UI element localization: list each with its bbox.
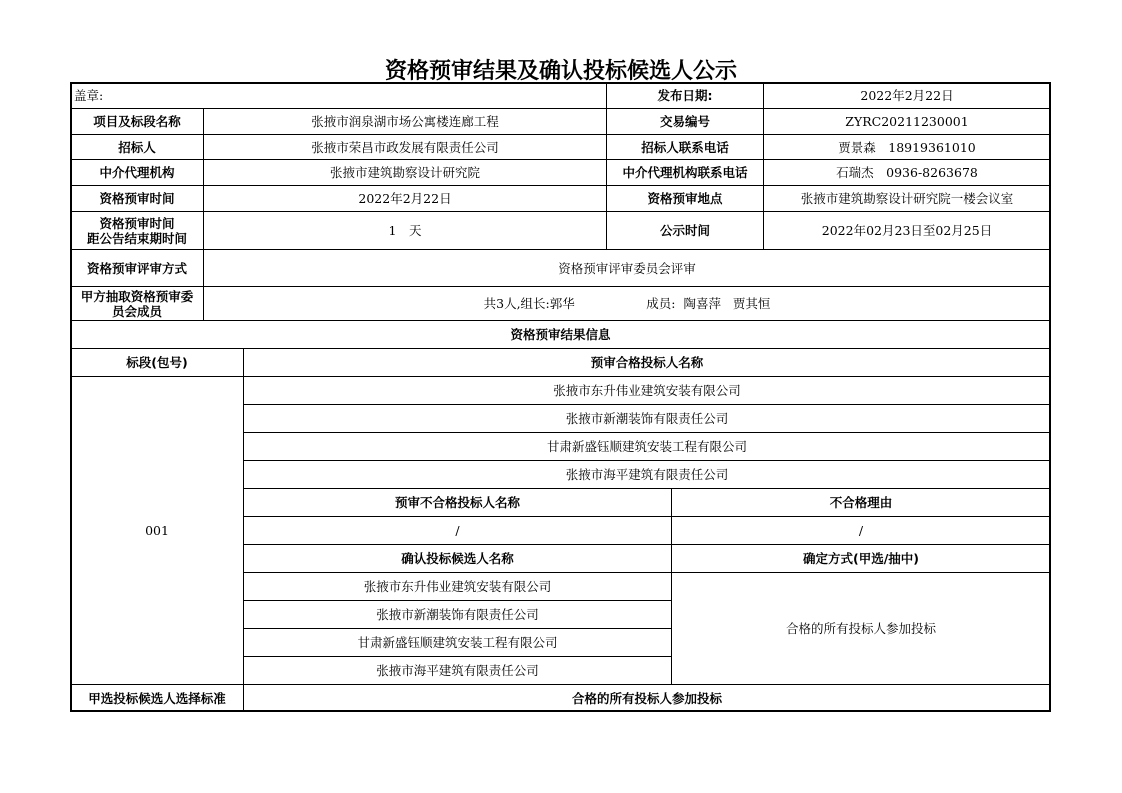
qualified-bidder: 张掖市海平建筑有限责任公司 — [243, 460, 1051, 489]
committee-label — [70, 286, 204, 321]
criteria-value: 合格的所有投标人参加投标 — [243, 684, 1051, 712]
prequal-place-value: 张掖市建筑勘察设计研究院一楼会议室 — [763, 185, 1051, 212]
criteria-label: 甲选投标候选人选择标准 — [70, 684, 244, 712]
unqualified-reason-value: / — [671, 516, 1051, 545]
interval-label-line1: 资格预审时间 — [99, 215, 175, 231]
agency-phone-value: 石瑞杰 0936-8263678 — [763, 159, 1051, 186]
candidate-bidder: 甘肃新盛钰顺建筑安装工程有限公司 — [243, 628, 672, 657]
publicity-label: 公示时间 — [606, 211, 764, 250]
prequal-place-label: 资格预审地点 — [606, 185, 764, 212]
page-title: 资格预审结果及确认投标候选人公示 — [384, 59, 737, 84]
tenderer-phone-label: 招标人联系电话 — [606, 134, 764, 160]
candidates-label: 确认投标候选人名称 — [243, 544, 672, 573]
lot-label: 标段(包号) — [70, 348, 244, 377]
trade-no-value: ZYRC20211230001 — [763, 108, 1051, 135]
seal-cell: 盖章: — [70, 82, 607, 109]
method-value: 合格的所有投标人参加投标 — [671, 572, 1051, 685]
candidate-bidder: 张掖市海平建筑有限责任公司 — [243, 656, 672, 685]
interval-label — [70, 211, 204, 250]
committee-label-line1: 甲方抽取资格预审委 — [80, 288, 194, 304]
candidate-bidder: 张掖市新潮装饰有限责任公司 — [243, 600, 672, 629]
committee-label-line2: 员会成员 — [111, 303, 162, 319]
project-label: 项目及标段名称 — [70, 108, 204, 135]
agency-phone-label: 中介代理机构联系电话 — [606, 159, 764, 186]
publicity-value: 2022年02月23日至02月25日 — [763, 211, 1051, 250]
result-section-header: 资格预审结果信息 — [70, 320, 1051, 349]
tenderer-phone-value: 贾景森 18919361010 — [763, 134, 1051, 160]
interval-label-line2: 距公告结束期时间 — [86, 230, 187, 246]
agency-value: 张掖市建筑勘察设计研究院 — [203, 159, 607, 186]
unqualified-reason-label: 不合格理由 — [671, 488, 1051, 517]
method-label: 确定方式(甲选/抽中) — [671, 544, 1051, 573]
publish-date-value: 2022年2月22日 — [763, 82, 1051, 109]
qualified-bidder: 甘肃新盛钰顺建筑安装工程有限公司 — [243, 432, 1051, 461]
qualified-bidder: 张掖市新潮装饰有限责任公司 — [243, 404, 1051, 433]
committee-value: 共3人,组长:郭华 成员: 陶喜萍 贾其恒 — [203, 286, 1051, 321]
qualified-label: 预审合格投标人名称 — [243, 348, 1051, 377]
project-value: 张掖市润泉湖市场公寓楼连廊工程 — [203, 108, 607, 135]
agency-label: 中介代理机构 — [70, 159, 204, 186]
prequal-time-value: 2022年2月22日 — [203, 185, 607, 212]
announcement-table — [70, 82, 1051, 712]
publish-date-label: 发布日期: — [606, 82, 764, 109]
prequal-time-label: 资格预审时间 — [70, 185, 204, 212]
unqualified-label: 预审不合格投标人名称 — [243, 488, 672, 517]
tenderer-label: 招标人 — [70, 134, 204, 160]
tenderer-value: 张掖市荣昌市政发展有限责任公司 — [203, 134, 607, 160]
interval-value: 1 天 — [203, 211, 607, 250]
review-method-label: 资格预审评审方式 — [70, 249, 204, 287]
unqualified-name-value: / — [243, 516, 672, 545]
candidate-bidder: 张掖市东升伟业建筑安装有限公司 — [243, 572, 672, 601]
trade-no-label: 交易编号 — [606, 108, 764, 135]
review-method-value: 资格预审评审委员会评审 — [203, 249, 1051, 287]
lot-number: 001 — [70, 376, 244, 685]
qualified-bidder: 张掖市东升伟业建筑安装有限公司 — [243, 376, 1051, 405]
